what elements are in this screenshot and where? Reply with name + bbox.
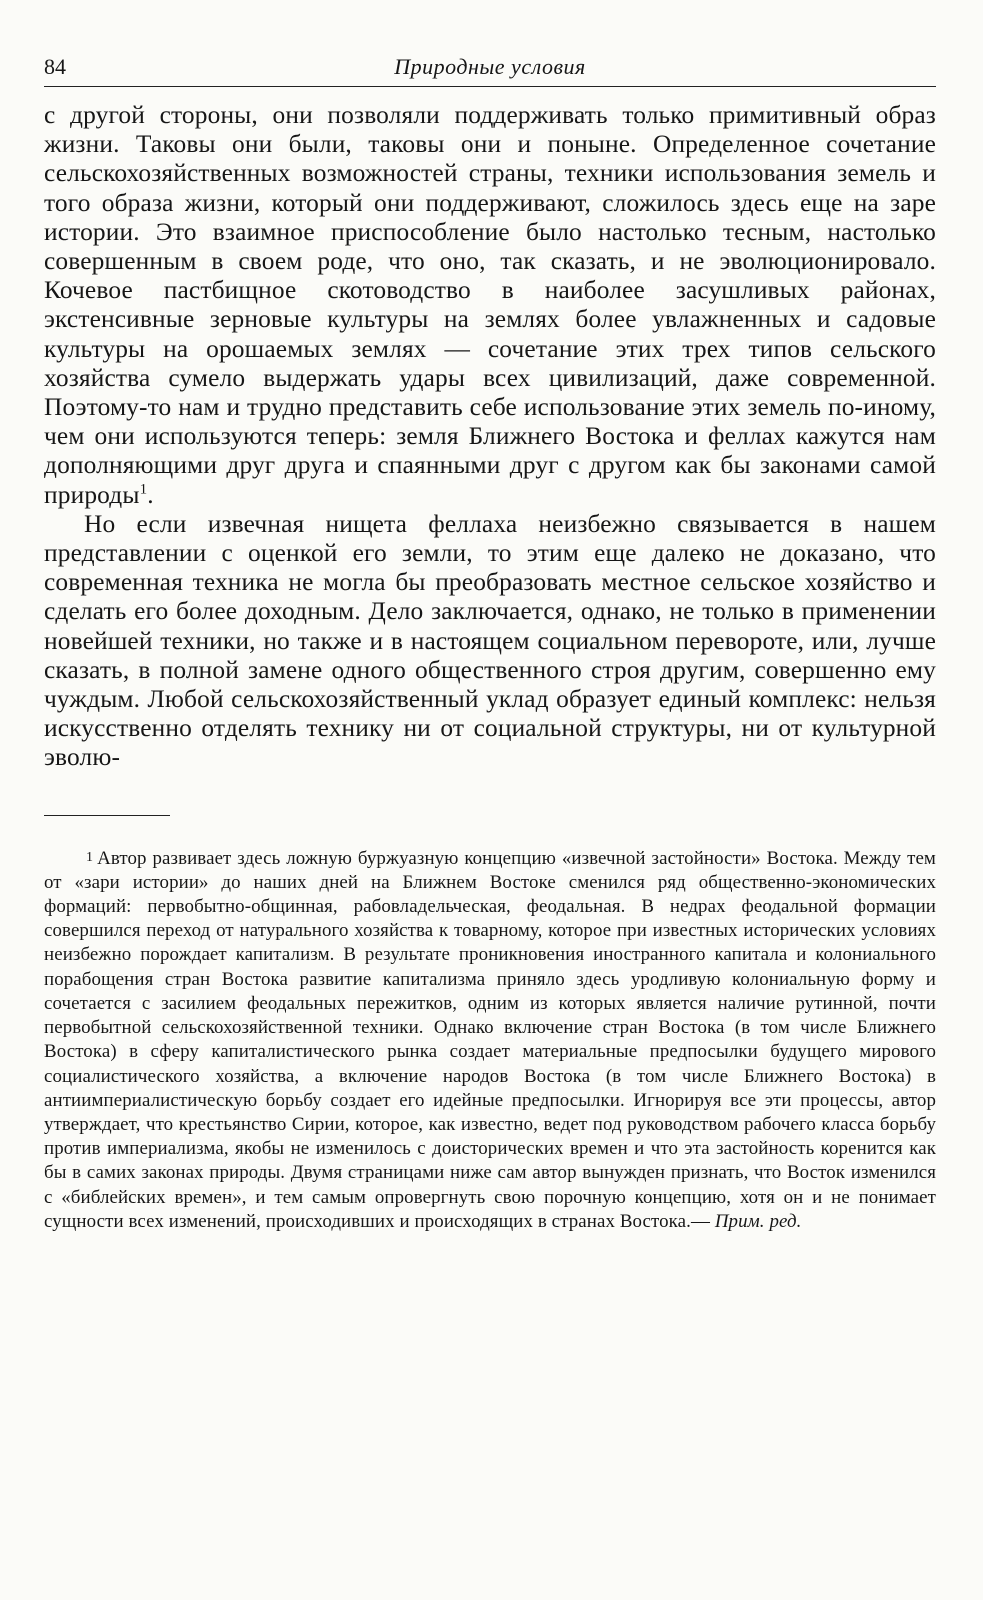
- footnote-mark: 1: [86, 849, 94, 865]
- footnote: [44, 846, 936, 1234]
- paragraph-2: Но если извечная нищета феллаха неизбежно связывается в нашем представлении с оценкой его земли, то этим еще далеко не доказано, что современная техника не могла бы преобразовать местное сельское хозяйство и сделать его более доходным. Дело заключается, однако, не только в применении новейшей техники, но также и в настоящем социальном перевороте, или, лучше сказать, в полной замене одного общественного строя другим, совершенно ему чуждым. Любой сельскохозяйственный уклад образует единый комплекс: нельзя искусственно отделять технику ни от социальной структуры, ни от культурной эволю-: [44, 509, 936, 772]
- book-page: [44, 52, 936, 1234]
- paragraph-1-end: .: [147, 480, 154, 509]
- paragraph-1: [44, 101, 936, 510]
- footnote-reference[interactable]: 1: [139, 481, 148, 498]
- editor-note: Прим. ред.: [714, 1210, 802, 1232]
- footnote-separator: [44, 815, 170, 816]
- page-header: [44, 52, 936, 87]
- running-title: Природные условия: [394, 54, 586, 79]
- page-number: 84: [44, 54, 66, 79]
- footnote-text: Автор развивает здесь ложную буржуазную концепцию «извечной застойности» Востока. Между тем от «зари истории» до наших дней на Ближнем Востоке сменился ряд общественно-экономических формаций: первобытно-общинная, рабовладельческая, феодальная. В недрах феодальной формации совершился переход от натурального хозяйства к товарному, которое при известных исторических условиях неизбежно порождает капитализм. В результате проникновения иностранного капитала и колониального порабощения стран Востока развитие капитализма приняло здесь уродливую колониальную форму и сочетается с засилием феодальных пережитков, одним из которых является наличие рутинной, почти первобытной сельскохозяйственной техники. Однако включение стран Востока (в том числе Ближнего Востока) в сферу капиталистического рынка создает материальные предпосылки будущего мирового социалистического хозяйства, а включение народов Востока (в том числе Ближнего Востока) в антиимпериалистическую борьбу создает его идейные предпосылки. Игнорируя все эти процессы, автор утверждает, что крестьянство Сирии, которое, как известно, ведет под руководством рабочего класса борьбу против империализма, якобы не изменилось с доисторических времен и что эта застойность коренится как бы в самих законах природы. Двумя страницами ниже сам автор вынужден признать, что Восток изменился с «библейских времен», и тем самым опровергнуть свою порочную концепцию, хотя он и не понимает сущности всех изменений, происходивших и происходящих в странах Востока.—: [44, 847, 936, 1232]
- paragraph-1-text: с другой стороны, они позволяли поддерживать только примитивный образ жизни. Таковы они были, таковы они и поныне. Определенное сочетание сельскохозяйственных возможностей страны, техники использования земель и того образа жизни, который они поддерживают, сложилось здесь еще на заре истории. Это взаимное приспособление было настолько тесным, настолько совершенным в своем роде, что оно, так сказать, и не эволюционировало. Кочевое пастбищное скотоводство в наиболее засушливых районах, экстенсивные зерновые культуры на землях более увлажненных и садовые культуры на орошаемых землях — сочетание этих трех типов сельского хозяйства сумело выдержать удары всех цивилизаций, даже современной. Поэтому-то нам и трудно представить себе использование этих земель по-иному, чем они используются теперь: земля Ближнего Востока и феллах кажутся нам дополняющими друг друга и спаянными друг с другом как бы законами самой природы: [44, 101, 936, 509]
- main-text: [44, 101, 936, 773]
